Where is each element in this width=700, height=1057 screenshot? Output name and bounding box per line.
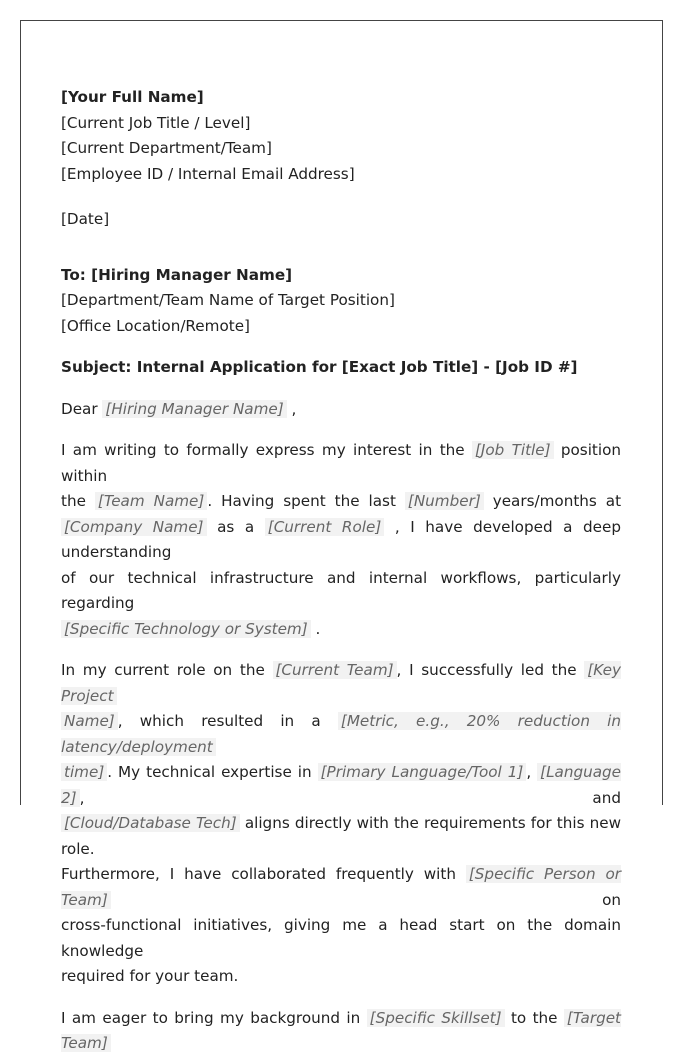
sender-block bbox=[61, 85, 621, 187]
p2-line bbox=[61, 913, 621, 964]
p1-text: . Having spent the last bbox=[207, 492, 396, 510]
p2-line bbox=[61, 964, 621, 990]
greeting-comma: , bbox=[291, 399, 297, 418]
p2-line bbox=[61, 709, 621, 760]
p1-text: years/months at bbox=[492, 492, 622, 510]
placeholder-technology: [Specific Technology or System] bbox=[61, 620, 311, 638]
p1-text: . bbox=[315, 619, 321, 638]
placeholder-number: [Number] bbox=[405, 492, 484, 510]
paragraph-3 bbox=[61, 1006, 621, 1057]
placeholder-target-team: [Target Team] bbox=[61, 1008, 622, 1052]
sender-title: [Current Job Title / Level] bbox=[61, 113, 251, 132]
sender-department: [Current Department/Team] bbox=[61, 139, 272, 157]
placeholder-hiring-manager: [Hiring Manager Name] bbox=[102, 400, 286, 418]
p2-text: on bbox=[602, 890, 621, 909]
p2-text: required for your team. bbox=[61, 967, 239, 985]
letter-body bbox=[61, 85, 621, 1057]
p2-text: , and bbox=[79, 788, 621, 807]
placeholder-language-2: [Language 2] bbox=[61, 763, 622, 807]
p2-line bbox=[61, 658, 621, 709]
placeholder-team-name: [Team Name] bbox=[95, 492, 207, 510]
p1-text: of our technical infrastructure and internal workflows, particularly regarding bbox=[61, 568, 621, 612]
placeholder-metric: [Metric, e.g., 20% reduction in latency/deployment bbox=[61, 712, 622, 756]
recipient-block bbox=[61, 263, 621, 340]
p2-line bbox=[61, 760, 621, 811]
paragraph-1 bbox=[61, 438, 621, 642]
letter-date: [Date] bbox=[61, 210, 110, 228]
p3-line bbox=[61, 1006, 621, 1057]
p1-line bbox=[61, 617, 621, 643]
p3-text: to the bbox=[510, 1008, 558, 1027]
p2-line bbox=[61, 811, 621, 862]
letter-page bbox=[20, 20, 663, 1052]
placeholder-person-team: [Specific Person or Team] bbox=[61, 865, 621, 909]
p1-text: , I have developed a deep understanding bbox=[61, 517, 622, 561]
placeholder-current-team: [Current Team] bbox=[273, 661, 397, 679]
placeholder-cloud-tech: [Cloud/Database Tech] bbox=[61, 814, 240, 832]
recipient-department: [Department/Team Name of Target Position] bbox=[61, 291, 395, 309]
p3-text: I am eager to bring my background in bbox=[61, 1008, 361, 1027]
p2-text: Furthermore, I have collaborated frequently with bbox=[61, 865, 456, 883]
p2-line bbox=[61, 862, 621, 913]
p2-text: , which resulted in a bbox=[117, 712, 321, 730]
placeholder-metric: time] bbox=[61, 763, 107, 781]
placeholder-current-role: [Current Role] bbox=[265, 518, 384, 536]
placeholder-language-1: [Primary Language/Tool 1] bbox=[318, 763, 527, 781]
sender-contact: [Employee ID / Internal Email Address] bbox=[61, 164, 355, 183]
p2-text: . My technical expertise in bbox=[107, 763, 312, 781]
p1-line bbox=[61, 566, 621, 617]
p2-text: cross-functional initiatives, giving me a head start on the domain knowledge bbox=[61, 916, 621, 960]
placeholder-key-project: Name] bbox=[61, 712, 118, 730]
p2-text: , bbox=[526, 763, 532, 781]
greeting bbox=[61, 397, 621, 423]
paragraph-2 bbox=[61, 658, 621, 990]
p1-text: position within bbox=[61, 441, 622, 485]
placeholder-skillset: [Specific Skillset] bbox=[367, 1009, 505, 1027]
p2-text: aligns directly with the requirements for this new role. bbox=[61, 814, 622, 858]
recipient-location: [Office Location/Remote] bbox=[61, 316, 250, 335]
subject-line: Subject: Internal Application for [Exact Job Title] - [Job ID #] bbox=[61, 358, 578, 376]
p1-text: the bbox=[61, 492, 86, 510]
greeting-dear: Dear bbox=[61, 399, 98, 418]
recipient-name: To: [Hiring Manager Name] bbox=[61, 265, 293, 284]
p1-text: I am writing to formally express my interest in the bbox=[61, 441, 465, 459]
p2-text: , I successfully led the bbox=[396, 661, 577, 679]
placeholder-key-project: [Key Project bbox=[61, 661, 621, 705]
p1-line bbox=[61, 489, 621, 515]
p1-line bbox=[61, 515, 621, 566]
p1-text: as a bbox=[217, 517, 255, 536]
placeholder-job-title: [Job Title] bbox=[472, 441, 554, 459]
p2-text: In my current role on the bbox=[61, 661, 265, 679]
placeholder-company-name: [Company Name] bbox=[61, 518, 207, 536]
sender-name: [Your Full Name] bbox=[61, 88, 204, 106]
p1-line bbox=[61, 438, 621, 489]
